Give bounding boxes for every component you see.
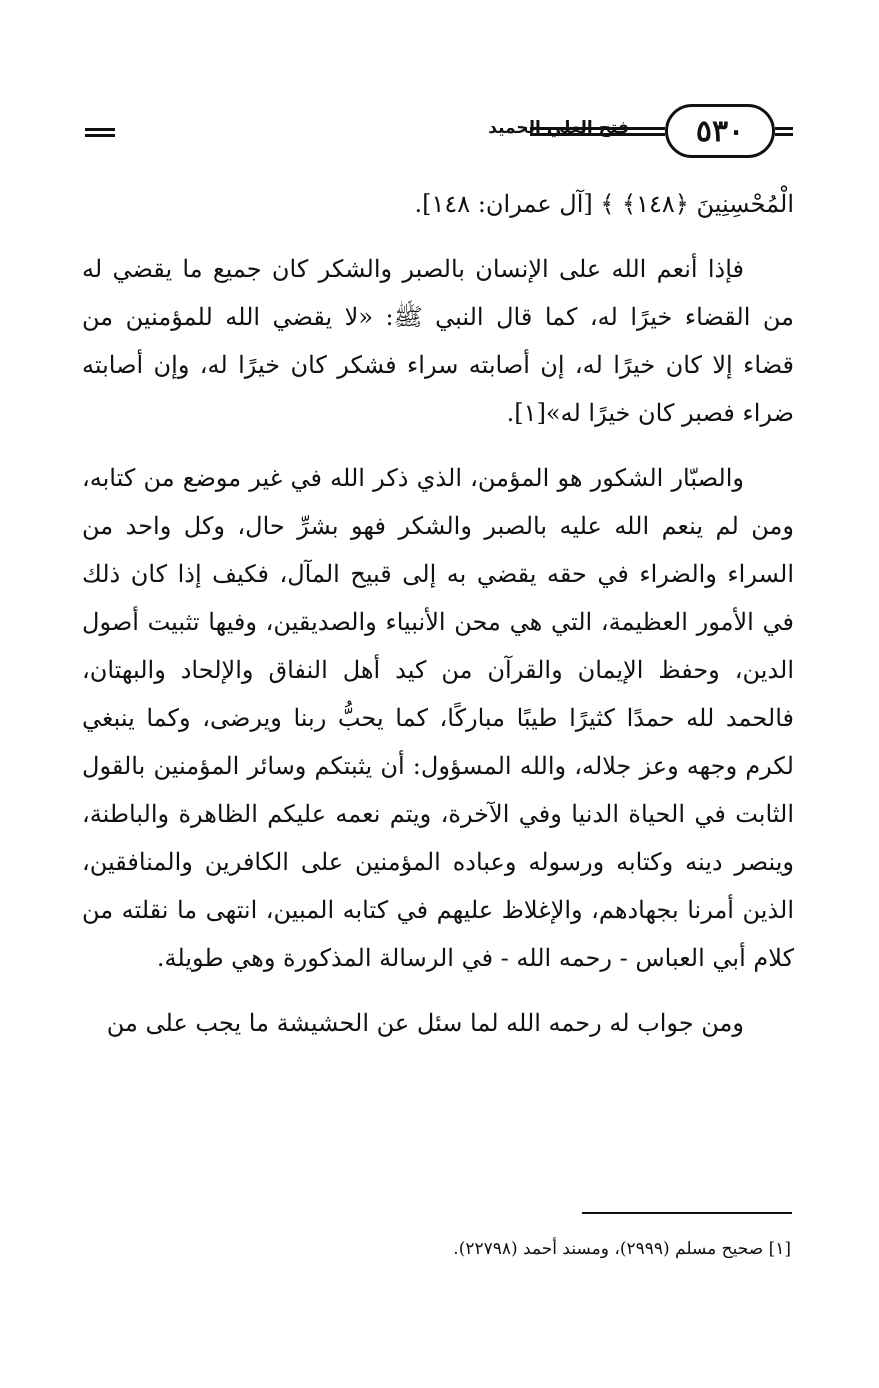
- footnote-separator: [582, 1212, 792, 1214]
- main-text: [82, 180, 794, 1064]
- page-number: ٥٣٠: [665, 104, 775, 158]
- book-title: فتح العلي الحميد: [488, 118, 629, 138]
- footnote: [١] صحيح مسلم (٢٩٩٩)، ومسند أحمد (٢٢٧٩٨).: [453, 1239, 791, 1259]
- paragraph: ومن جواب له رحمه الله لما سئل عن الحشيشة ما يجب على من: [106, 1009, 744, 1037]
- verse-ending: الْمُحْسِنِينَ ﴿١٤٨﴾ ﴾ [آل عمران: ١٤٨].: [414, 190, 794, 218]
- page-header: [0, 104, 879, 164]
- header-rule-right: [775, 127, 793, 136]
- title-rule: [85, 128, 115, 137]
- paragraph: والصبّار الشكور هو المؤمن، الذي ذكر الله في غير موضع من كتابه، ومن لم ينعم الله عليه بالصبر والشكر فهو بشرِّ حال، وكل واحد من السراء والضراء في حقه يقضي به إلى قبيح المآل، فكيف إذا كان ذلك في الأمور العظيمة، التي هي محن الأنبياء والصديقين، وفيها تثبيت أصول الدين، وحفظ الإيمان والقرآن من كيد أهل النفاق والإلحاد والبهتان، فالحمد لله حمدًا كثيرًا طيبًا مباركًا، كما يحبُّ ربنا ويرضى، وكما ينبغي لكرم وجهه وعز جلاله، والله المسؤول: أن يثبتكم وسائر المؤمنين بالقول الثابت في الحياة الدنيا وفي الآخرة، ويتم نعمه عليكم الظاهرة والباطنة، وينصر دينه وكتابه ورسوله وعباده المؤمنين على الكافرين والمنافقين، الذين أمرنا بجهادهم، والإغلاظ عليهم في كتابه المبين، انتهى ما نقلته من كلام أبي العباس - رحمه الله - في الرسالة المذكورة وهي طويلة.: [82, 464, 794, 972]
- paragraph: فإذا أنعم الله على الإنسان بالصبر والشكر كان جميع ما يقضي له من القضاء خيرًا له، كما قال النبي ﷺ: «لا يقضي الله للمؤمنين من قضاء إلا كان خيرًا له، إن أصابته سراء فشكر كان خيرًا له، وإن أصابته ضراء فصبر كان خيرًا له»[١].: [82, 255, 795, 427]
